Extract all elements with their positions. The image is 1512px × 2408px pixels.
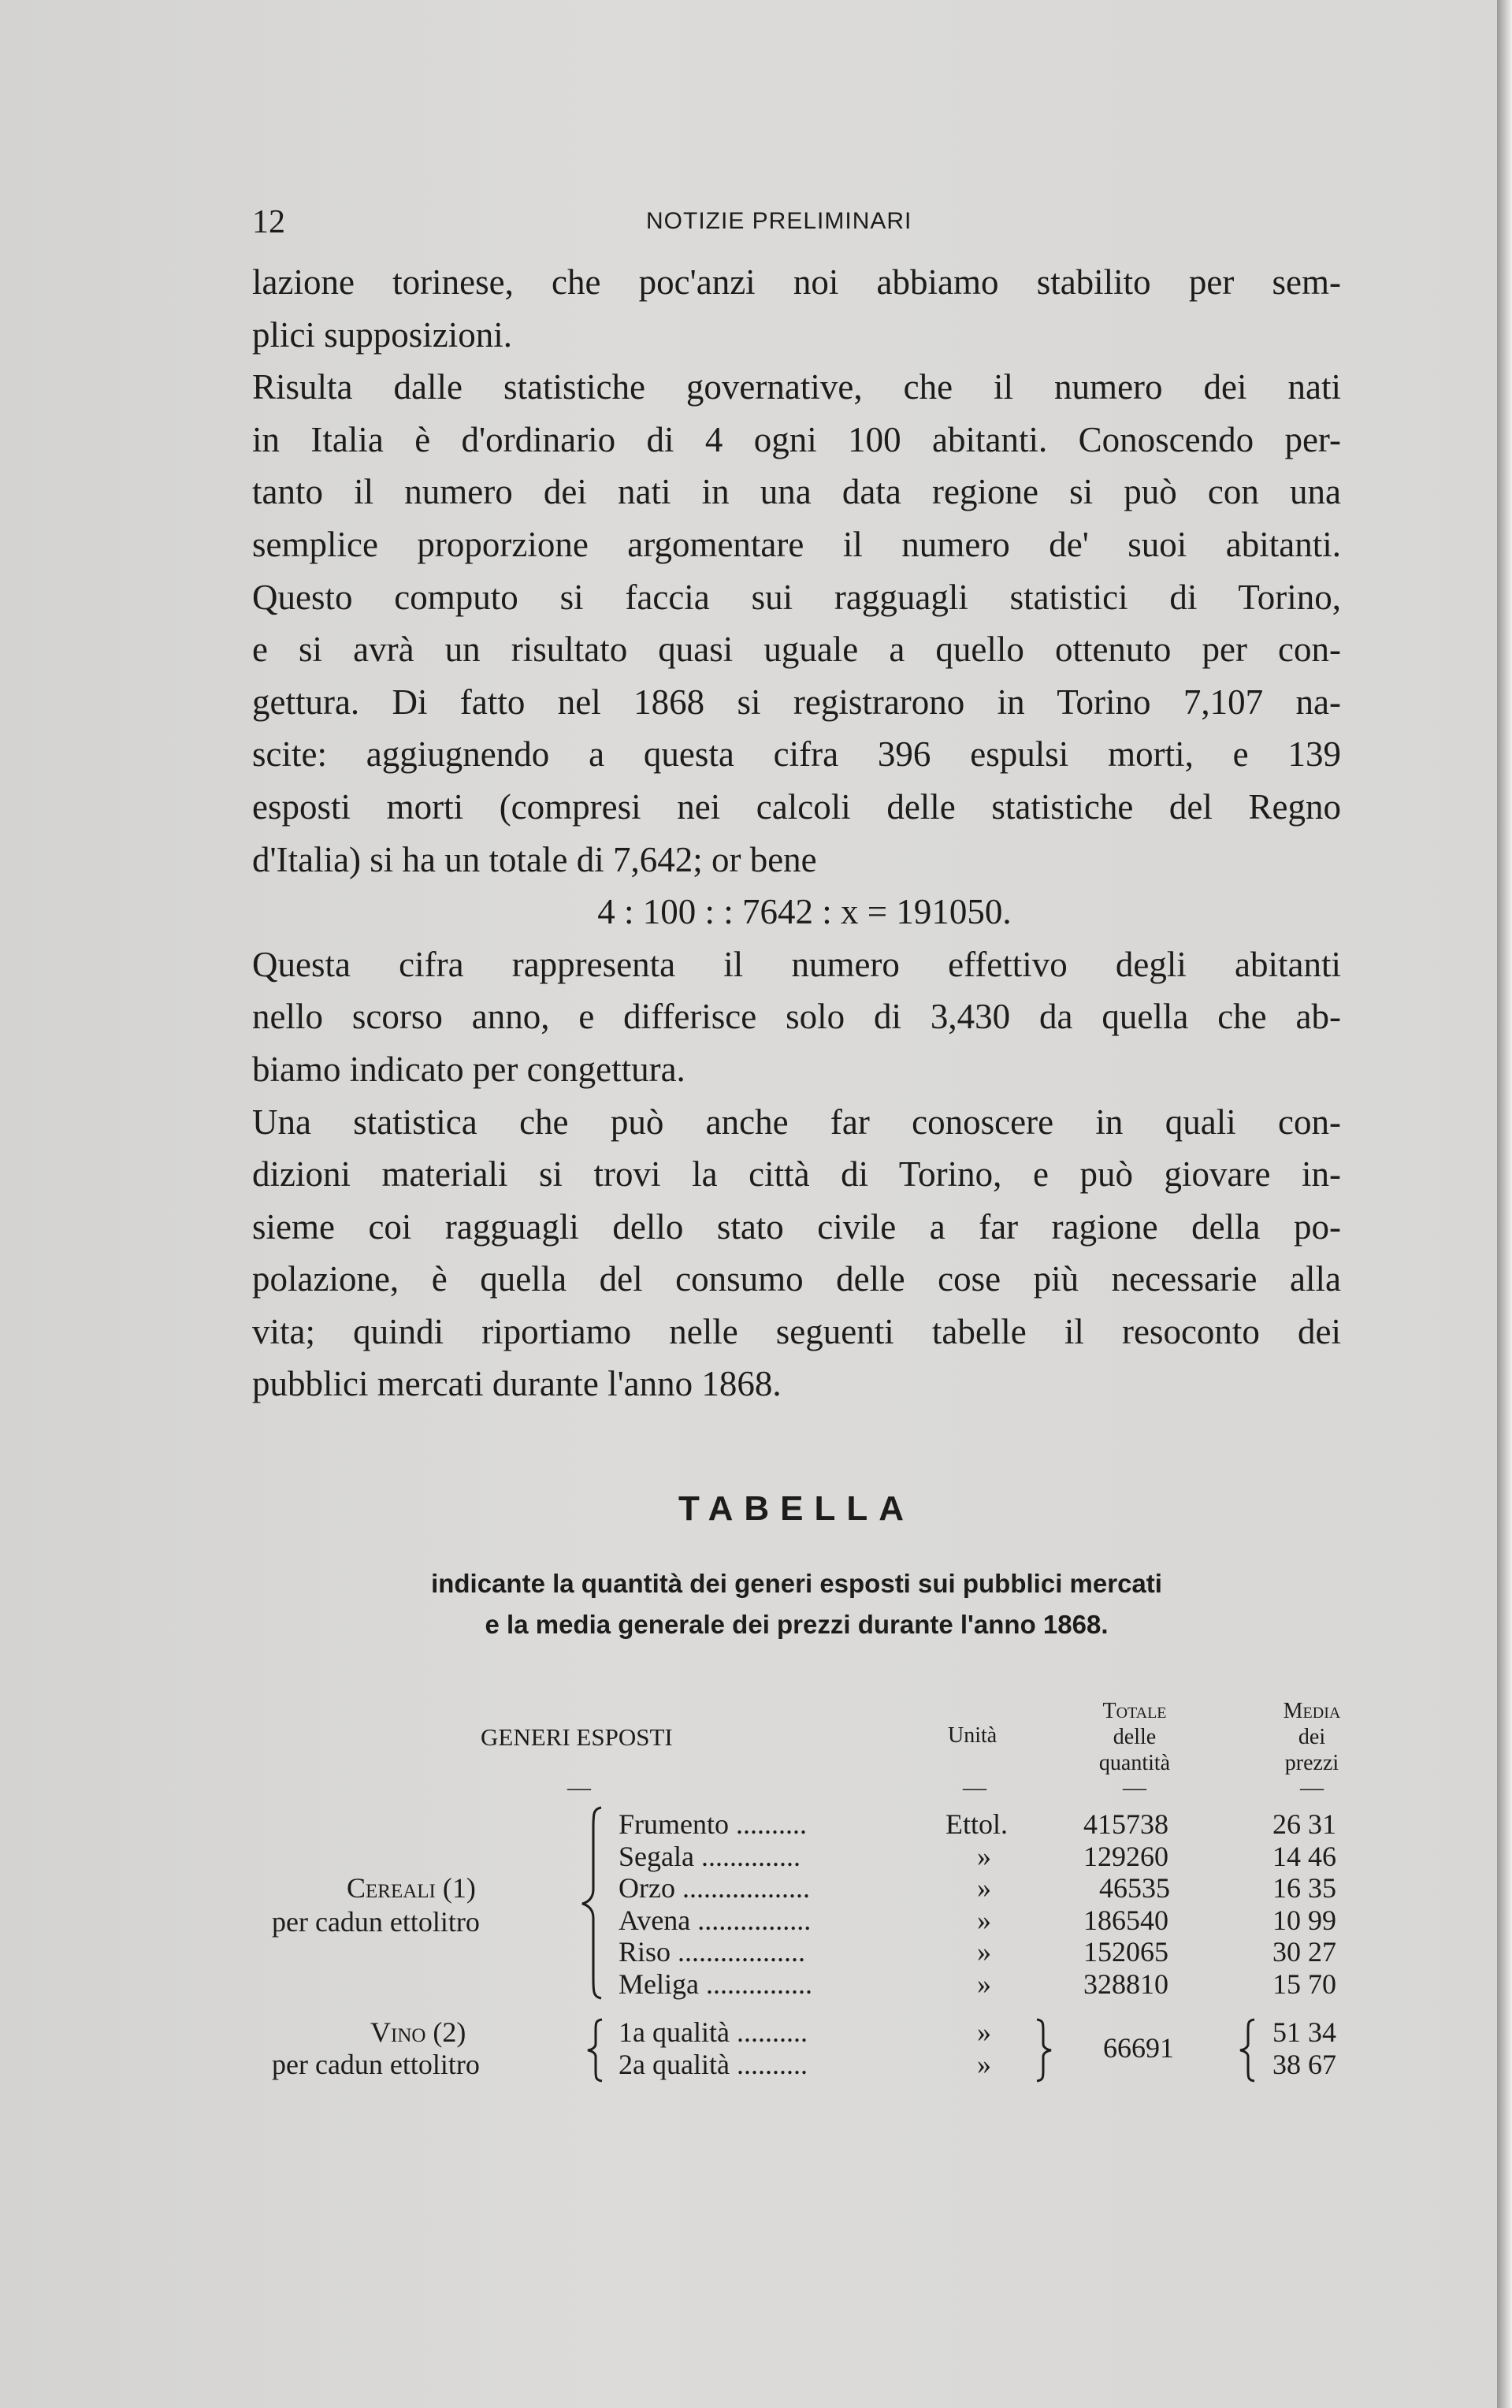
row-qty: 129260 — [1083, 1841, 1168, 1872]
header-dash: — — [963, 1774, 986, 1800]
row-unit: » — [977, 1904, 991, 1936]
text-line: plici supposizioni. — [252, 314, 512, 355]
proportion-formula: 4 : 100 : : 7642 : x = 191050. — [597, 892, 1012, 932]
row-qty: 186540 — [1083, 1904, 1168, 1936]
group-label-vino: Vino (2) — [370, 2016, 466, 2048]
text-line: dizioni materiali si trovi la città di Torino, e può giovare in- — [252, 1154, 1341, 1195]
row-unit: Ettol. — [945, 1808, 1008, 1840]
header-generi: GENERI ESPOSTI — [481, 1723, 673, 1751]
table-subtitle-line-1: indicante la quantità dei generi esposti sui pubblici mercati — [431, 1569, 1162, 1598]
header-media-2: dei — [1298, 1725, 1326, 1749]
row-qty: 415738 — [1083, 1808, 1168, 1840]
header-unita: Unità — [948, 1723, 997, 1748]
running-head — [252, 203, 1355, 238]
text-line: vita; quindi riportiamo nelle seguenti tabelle il resoconto dei — [252, 1311, 1341, 1351]
row-price: 26 31 — [1272, 1808, 1336, 1840]
header-totale-1: Totale — [1102, 1699, 1167, 1723]
row-unit: » — [977, 1936, 991, 1968]
text-line: lazione torinese, che poc'anzi noi abbiamo stabilito per sem- — [252, 262, 1341, 302]
row-name: 2a qualità .......... — [619, 2049, 808, 2080]
text-line: tanto il numero dei nati in una data regione si può con una — [252, 472, 1341, 512]
header-dash: — — [1123, 1774, 1146, 1800]
row-unit: » — [977, 2016, 991, 2048]
text-line: d'Italia) si ha un totale di 7,642; or bene — [252, 839, 817, 879]
body-text — [252, 256, 1341, 1410]
text-line: biamo indicato per congettura. — [252, 1049, 685, 1089]
text-line: Una statistica che può anche far conoscere in quali con- — [252, 1102, 1341, 1142]
text-line: Risulta dalle statistiche governative, che il numero dei nati — [252, 367, 1341, 407]
text-line: in Italia è d'ordinario di 4 ogni 100 abitanti. Conoscendo per- — [252, 419, 1341, 459]
header-dash: — — [567, 1774, 591, 1800]
row-name: Meliga ............... — [619, 1968, 812, 2000]
table-subtitle-line-2: e la media generale dei prezzi durante l'anno 1868. — [485, 1610, 1109, 1639]
page-edge — [1497, 0, 1512, 2408]
vino-qty-combined: 66691 — [1103, 2032, 1174, 2064]
header-totale-3: quantità — [1098, 1751, 1171, 1775]
text-line: semplice proporzione argomentare il numero de' suoi abitanti. — [252, 524, 1341, 564]
text-line: polazione, è quella del consumo delle cose più necessarie alla — [252, 1259, 1341, 1299]
running-title: NOTIZIE PRELIMINARI — [646, 208, 912, 234]
text-line: pubblici mercati durante l'anno 1868. — [252, 1364, 782, 1404]
text-line: nello scorso anno, e differisce solo di 3,430 da quella che ab- — [252, 997, 1341, 1037]
row-price: 16 35 — [1272, 1872, 1336, 1904]
header-dash: — — [1300, 1774, 1324, 1800]
row-price: 38 67 — [1272, 2049, 1336, 2080]
row-price: 15 70 — [1272, 1968, 1336, 2000]
row-qty: 152065 — [1083, 1936, 1168, 1968]
text-line: esposti morti (compresi nei calcoli delle statistiche del Regno — [252, 786, 1341, 827]
row-name: Frumento .......... — [619, 1808, 807, 1840]
text-line: e si avrà un risultato quasi uguale a quello ottenuto per con- — [252, 630, 1341, 670]
row-price: 10 99 — [1272, 1904, 1336, 1936]
table-subtitle — [252, 1563, 1341, 1645]
group-sublabel-vino: per cadun ettolitro — [272, 2049, 480, 2080]
row-name: Riso .................. — [619, 1936, 806, 1968]
header-totale-2: delle — [1113, 1725, 1157, 1749]
row-price: 14 46 — [1272, 1841, 1336, 1872]
text-line: scite: aggiugnendo a questa cifra 396 espulsi morti, e 139 — [252, 734, 1341, 775]
table-title: TABELLA — [678, 1489, 916, 1528]
row-unit: » — [977, 2049, 991, 2080]
text-line: gettura. Di fatto nel 1868 si registrarono in Torino 7,107 na- — [252, 682, 1341, 722]
row-name: Orzo .................. — [619, 1872, 810, 1904]
group-label-cereali: Cereali (1) — [347, 1872, 476, 1904]
row-name: 1a qualità .......... — [619, 2016, 808, 2048]
row-unit: » — [977, 1841, 991, 1872]
text-line: sieme coi ragguagli dello stato civile a far ragione della po- — [252, 1206, 1341, 1247]
text-line: Questo computo si faccia sui ragguagli statistici di Torino, — [252, 577, 1341, 617]
header-media-3: prezzi — [1284, 1751, 1339, 1775]
row-name: Segala .............. — [619, 1841, 801, 1872]
row-unit: » — [977, 1872, 991, 1904]
row-name: Avena ................ — [619, 1904, 812, 1936]
text-line: Questa cifra rappresenta il numero effettivo degli abitanti — [252, 944, 1341, 984]
row-qty: 46535 — [1099, 1872, 1170, 1904]
row-price: 51 34 — [1272, 2016, 1336, 2048]
row-qty: 328810 — [1083, 1968, 1168, 2000]
row-price: 30 27 — [1272, 1936, 1336, 1968]
group-sublabel-cereali: per cadun ettolitro — [272, 1906, 480, 1938]
page-number: 12 — [252, 204, 285, 240]
row-unit: » — [977, 1968, 991, 2000]
header-media-1: Media — [1283, 1699, 1341, 1723]
